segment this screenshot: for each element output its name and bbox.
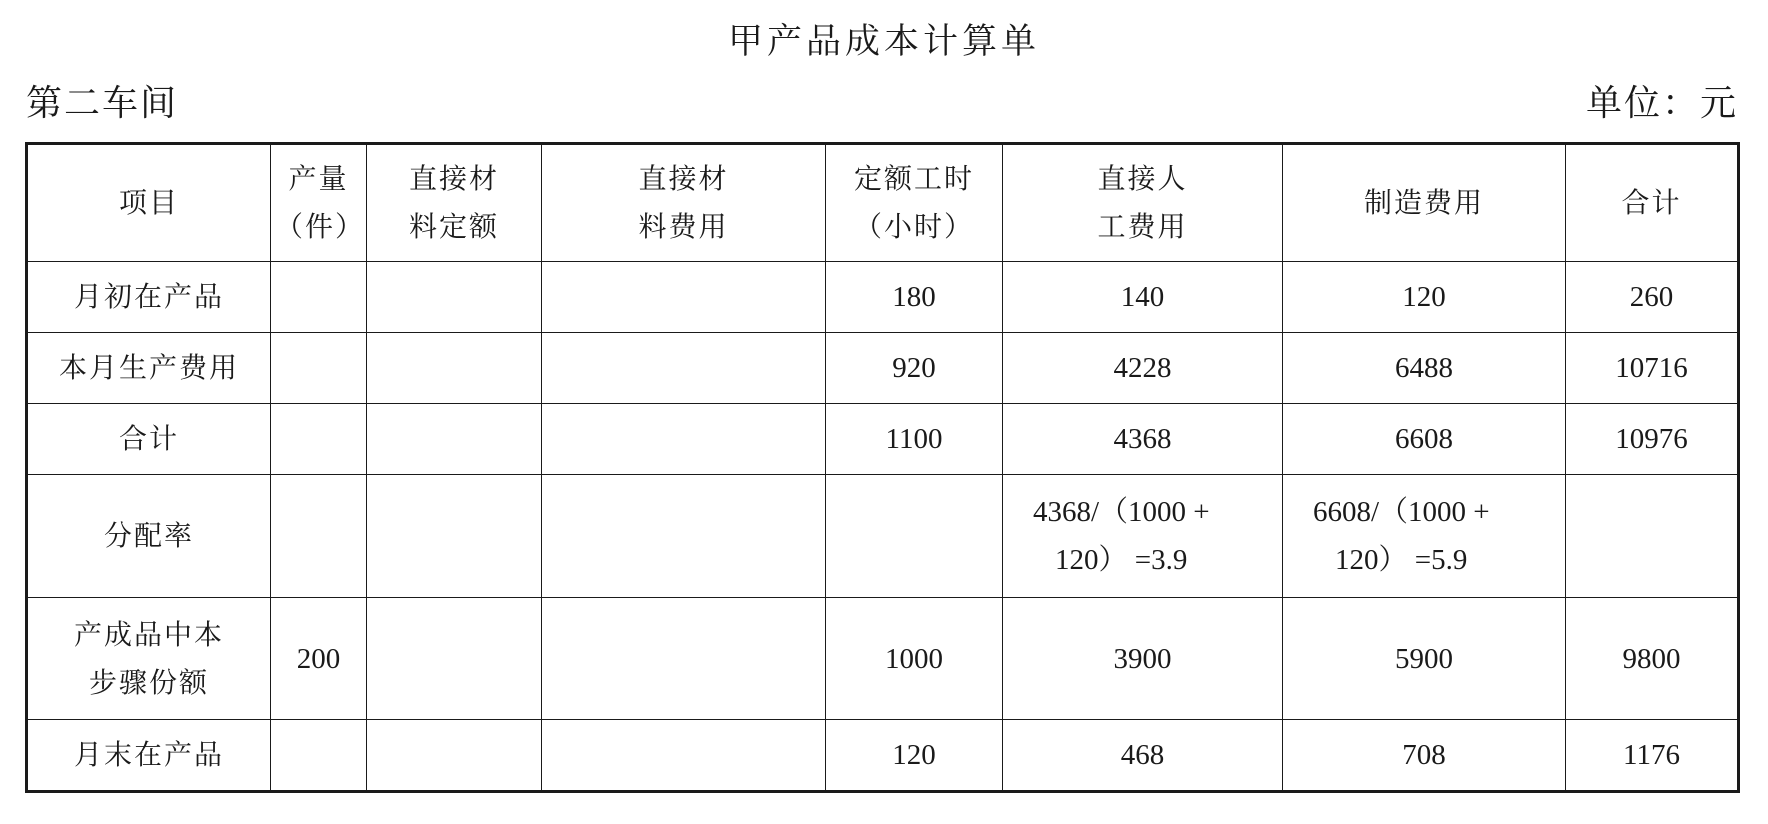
cell-material-cost bbox=[542, 262, 826, 333]
cell-material-cost bbox=[542, 720, 826, 792]
cell-labor-cost: 4228 bbox=[1003, 333, 1283, 404]
cell-overhead: 6488 bbox=[1283, 333, 1566, 404]
cell-total: 10716 bbox=[1566, 333, 1739, 404]
table-row-subtotal bbox=[27, 404, 1739, 475]
cell-overhead: 5900 bbox=[1283, 598, 1566, 720]
overhead-rate-line-1: 6608/（1000 + bbox=[1313, 496, 1490, 528]
cell-overhead: 6608 bbox=[1283, 404, 1566, 475]
overhead-rate-line-2: 120） =5.9 bbox=[1335, 544, 1468, 576]
header-material-quota: 直接材 料定额 bbox=[367, 144, 542, 262]
cell-labor-cost bbox=[1003, 475, 1283, 598]
cell-material-cost bbox=[542, 598, 826, 720]
cell-quota-hours: 180 bbox=[826, 262, 1003, 333]
header-overhead: 制造费用 bbox=[1283, 144, 1566, 262]
unit-label: 单位：元 bbox=[1585, 83, 1738, 124]
header-item: 项目 bbox=[27, 144, 271, 262]
cell-material-quota bbox=[367, 404, 542, 475]
cell-quantity bbox=[271, 333, 367, 404]
header-labor-cost: 直接人 工费用 bbox=[1003, 144, 1283, 262]
cell-material-cost bbox=[542, 475, 826, 598]
row-label: 合计 bbox=[27, 404, 271, 475]
cell-quantity bbox=[271, 720, 367, 792]
table-row-allocation-rate bbox=[27, 475, 1739, 598]
cell-labor-cost: 4368 bbox=[1003, 404, 1283, 475]
cell-labor-cost: 140 bbox=[1003, 262, 1283, 333]
row-label: 本月生产费用 bbox=[27, 333, 271, 404]
cell-total: 9800 bbox=[1566, 598, 1739, 720]
header-row bbox=[27, 144, 1739, 262]
table-row-opening-wip bbox=[27, 262, 1739, 333]
row-label: 月初在产品 bbox=[27, 262, 271, 333]
cell-material-cost bbox=[542, 333, 826, 404]
page-title: 甲产品成本计算单 bbox=[727, 22, 1040, 62]
table-row-finished-share bbox=[27, 598, 1739, 720]
cost-calculation-table bbox=[25, 142, 1740, 793]
department-label: 第二车间 bbox=[26, 83, 179, 124]
cell-overhead: 120 bbox=[1283, 262, 1566, 333]
cell-material-quota bbox=[367, 262, 542, 333]
cell-total bbox=[1566, 475, 1739, 598]
cell-total: 1176 bbox=[1566, 720, 1739, 792]
row-label: 月末在产品 bbox=[27, 720, 271, 792]
cell-overhead bbox=[1283, 475, 1566, 598]
cell-labor-cost: 468 bbox=[1003, 720, 1283, 792]
cell-material-quota bbox=[367, 720, 542, 792]
cell-quantity bbox=[271, 475, 367, 598]
cell-quota-hours: 120 bbox=[826, 720, 1003, 792]
cell-quantity bbox=[271, 262, 367, 333]
cell-material-quota bbox=[367, 333, 542, 404]
cell-quota-hours: 1100 bbox=[826, 404, 1003, 475]
cell-material-cost bbox=[542, 404, 826, 475]
cell-quota-hours bbox=[826, 475, 1003, 598]
cell-quantity: 200 bbox=[271, 598, 367, 720]
cell-overhead: 708 bbox=[1283, 720, 1566, 792]
header-quantity: 产量 （件） bbox=[271, 144, 367, 262]
cell-quantity bbox=[271, 404, 367, 475]
labor-rate-line-2: 120） =3.9 bbox=[1055, 544, 1188, 576]
table-row-current-cost bbox=[27, 333, 1739, 404]
header-quota-hours: 定额工时 （小时） bbox=[826, 144, 1003, 262]
labor-rate-line-1: 4368/（1000 + bbox=[1033, 496, 1210, 528]
cell-total: 10976 bbox=[1566, 404, 1739, 475]
cell-total: 260 bbox=[1566, 262, 1739, 333]
cell-quota-hours: 1000 bbox=[826, 598, 1003, 720]
row-label: 分配率 bbox=[27, 475, 271, 598]
cell-material-quota bbox=[367, 598, 542, 720]
cell-quota-hours: 920 bbox=[826, 333, 1003, 404]
cell-labor-cost: 3900 bbox=[1003, 598, 1283, 720]
header-total: 合计 bbox=[1566, 144, 1739, 262]
table-row-closing-wip bbox=[27, 720, 1739, 792]
header-material-cost: 直接材 料费用 bbox=[542, 144, 826, 262]
row-label: 产成品中本 步骤份额 bbox=[27, 598, 271, 720]
cell-material-quota bbox=[367, 475, 542, 598]
